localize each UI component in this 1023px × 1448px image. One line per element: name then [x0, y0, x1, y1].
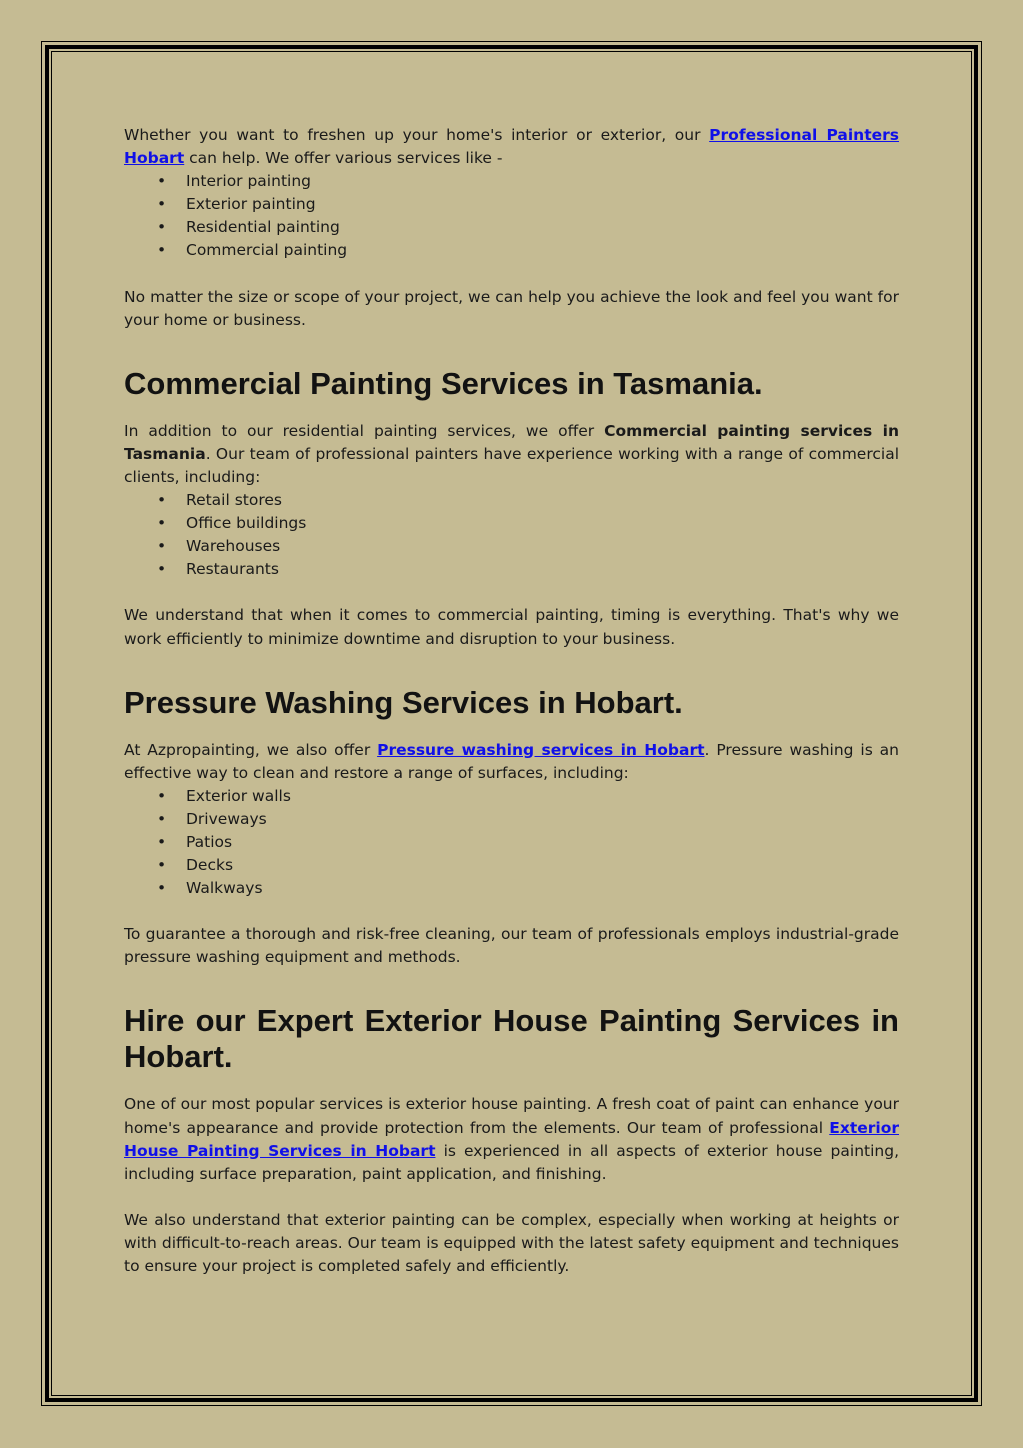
services-list [124, 170, 899, 262]
list-item: • Warehouses [186, 535, 899, 558]
exterior-paragraph [124, 1093, 899, 1185]
commercial-paragraph [124, 420, 899, 489]
commercial-clients-list [124, 489, 899, 581]
list-item: • Exterior walls [186, 785, 899, 808]
list-item: • Exterior painting [186, 193, 899, 216]
document-body [124, 124, 899, 1278]
exterior-text-after: is experienced in all aspects of exterior house painting, including surface preparation, paint application, and finishing. [124, 1141, 899, 1183]
list-item: • Residential painting [186, 216, 899, 239]
commercial-closing-paragraph: We understand that when it comes to commercial painting, timing is everything. That's why we work efficiently to minimize downtime and disruption to your business. [124, 606, 899, 648]
exterior-closing-paragraph: We also understand that exterior painting can be complex, especially when working at heights or with difficult-to-reach areas. Our team is equipped with the latest safety equipment and techniques to ensure your project is completed safely and efficiently. [124, 1210, 899, 1275]
list-item: • Commercial painting [186, 239, 899, 262]
professional-painters-link[interactable]: Professional Painters Hobart [124, 126, 899, 168]
pressure-heading: Pressure Washing Services in Hobart. [124, 684, 683, 720]
list-item: • Interior painting [186, 170, 899, 193]
intro-closing-paragraph: No matter the size or scope of your project, we can help you achieve the look and feel you want for your home or business. [124, 287, 899, 329]
pressure-paragraph [124, 739, 899, 785]
pressure-washing-link[interactable]: Pressure washing services in Hobart [377, 740, 705, 759]
surfaces-list [124, 785, 899, 900]
intro-paragraph [124, 124, 899, 170]
pressure-text-after: . Pressure washing is an effective way to clean and restore a range of surfaces, including: [124, 740, 899, 782]
list-item: • Patios [186, 831, 899, 854]
commercial-bold-text: Commercial painting services in Tasmania [124, 421, 899, 463]
commercial-text-after: . Our team of professional painters have experience working with a range of commercial clients, including: [124, 444, 899, 486]
exterior-text: One of our most popular services is exterior house painting. A fresh coat of paint can enhance your home's appearance and provide protection from the elements. Our team of professional [124, 1095, 899, 1137]
intro-text-after: can help. We offer various services like - [184, 149, 503, 168]
pressure-closing-paragraph: To guarantee a thorough and risk-free cleaning, our team of professionals employs industrial-grade pressure washing equipment and methods. [124, 925, 899, 967]
list-item: • Driveways [186, 808, 899, 831]
commercial-text: In addition to our residential painting services, we offer [124, 421, 605, 440]
commercial-heading: Commercial Painting Services in Tasmania. [124, 365, 763, 401]
list-item: • Decks [186, 854, 899, 877]
list-item: • Restaurants [186, 558, 899, 581]
list-item: • Walkways [186, 877, 899, 900]
list-item: • Office buildings [186, 512, 899, 535]
intro-text: Whether you want to freshen up your home's interior or exterior, our [124, 126, 710, 144]
exterior-painting-link[interactable]: Exterior House Painting Services in Hobart [124, 1118, 899, 1160]
list-item: • Retail stores [186, 489, 899, 512]
exterior-heading: Hire our Expert Exterior House Painting Services in Hobart. [124, 1003, 899, 1075]
pressure-text: At Azpropainting, we also offer [124, 740, 378, 759]
